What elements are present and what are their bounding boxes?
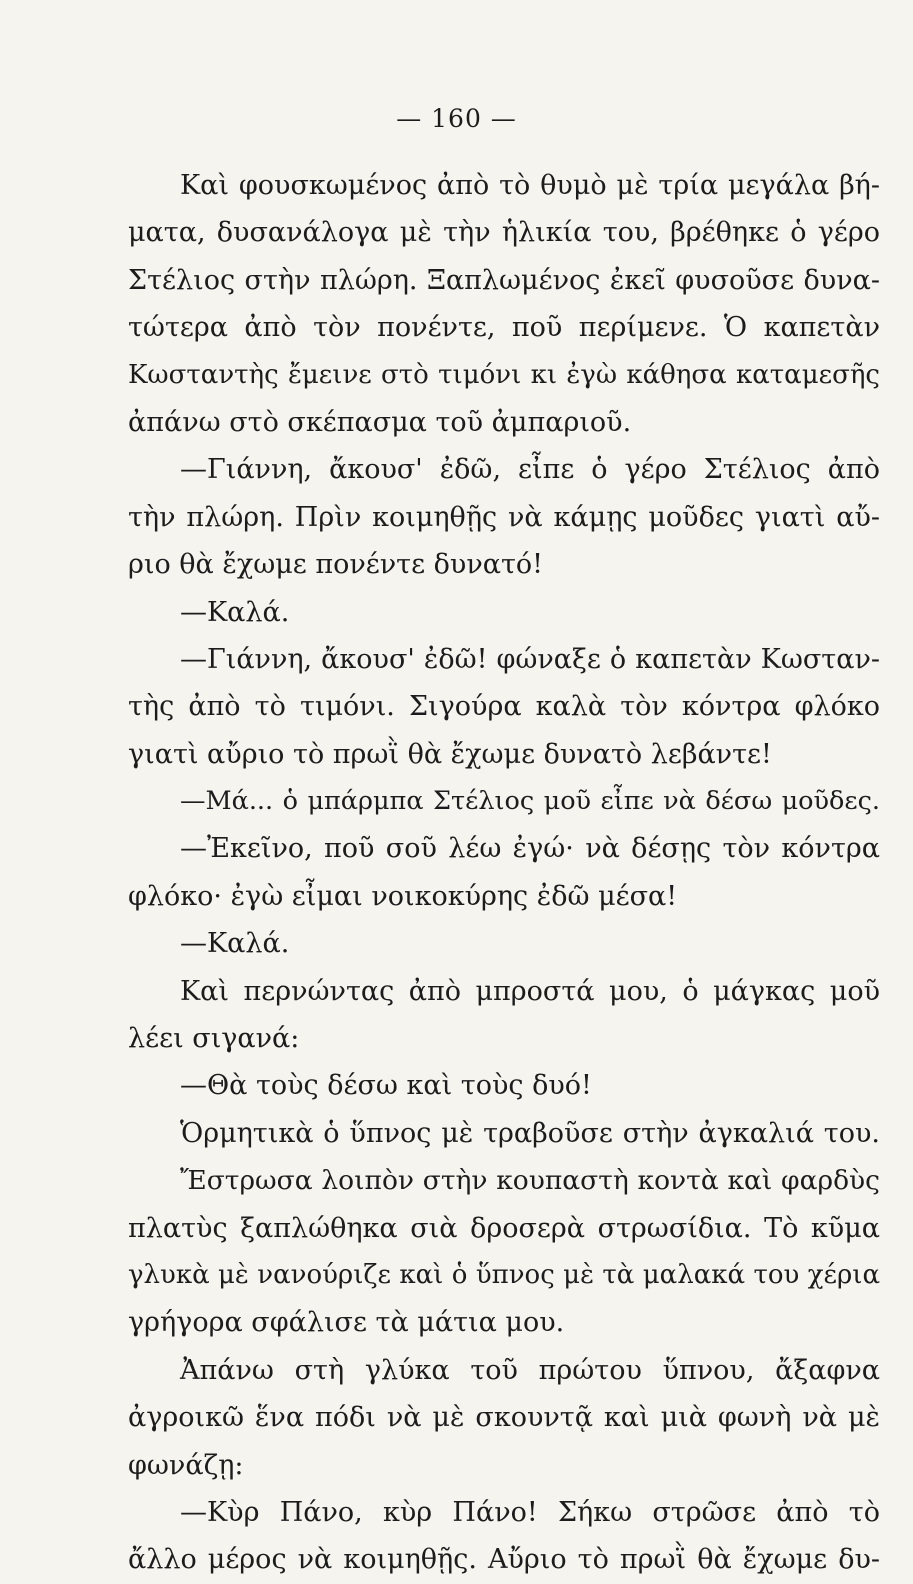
text-line: φλόκο· ἐγὼ εἶμαι νοικοκύρης ἐδῶ μέσα! xyxy=(128,880,678,912)
text-line: Ὁρμητικὰ ὁ ὕπνος μὲ τραβοῦσε στὴν ἀγκαλιά του. xyxy=(180,1117,880,1149)
text-line: Ἀπάνω στὴ γλύκα τοῦ πρώτου ὕπνου, ἄξαφνα xyxy=(180,1354,880,1386)
page-number: — 160 — xyxy=(396,104,517,133)
text-line: —Ἐκεῖνο, ποῦ σοῦ λέω ἐγώ· νὰ δέσῃς τὸν κόντρα xyxy=(180,833,880,865)
text-line: ματα, δυσανάλογα μὲ τὴν ἡλικία του, βρέθηκε ὁ γέρο xyxy=(128,217,880,249)
text-line: —Γιάννη, ἄκουσ' ἐδῶ! φώναξε ὁ καπετὰν Κωσταν- xyxy=(180,643,880,675)
text-line: —Κὺρ Πάνο, κὺρ Πάνο! Σήκω στρῶσε ἀπὸ τὸ xyxy=(180,1496,880,1528)
body-text xyxy=(128,162,880,1584)
text-line: λέει σιγανά: xyxy=(128,1023,300,1055)
text-line: πλατὺς ξαπλώθηκα σιὰ δροσερὰ στρωσίδια. Τὸ κῦμα xyxy=(128,1212,880,1244)
text-line: —Γιάννη, ἄκουσ' ἐδῶ, εἶπε ὁ γέρο Στέλιος ἀπὸ xyxy=(180,454,880,486)
text-line: γιατὶ αὔριο τὸ πρωῒ θὰ ἔχωμε δυνατὸ λεβάντε! xyxy=(128,738,772,770)
text-line: ριο θὰ ἔχωμε πονέντε δυνατό! xyxy=(128,549,544,581)
text-line: ἀγροικῶ ἕνα πόδι νὰ μὲ σκουντᾷ καὶ μιὰ φωνὴ νὰ μὲ xyxy=(128,1402,880,1434)
text-line: —Καλά. xyxy=(180,928,290,960)
text-line: Στέλιος στὴν πλώρη. Ξαπλωμένος ἐκεῖ φυσοῦσε δυνα- xyxy=(128,264,880,296)
text-line: φωνάζῃ: xyxy=(128,1449,244,1481)
text-line: —Μά... ὁ μπάρμπα Στέλιος μοῦ εἶπε νὰ δέσω μοῦδες. xyxy=(180,786,880,817)
text-line: ἀπάνω στὸ σκέπασμα τοῦ ἀμπαριοῦ. xyxy=(128,406,632,438)
text-line: —Θὰ τοὺς δέσω καὶ τοὺς δυό! xyxy=(180,1070,592,1102)
text-line: Καὶ φουσκωμένος ἀπὸ τὸ θυμὸ μὲ τρία μεγάλα βή- xyxy=(180,170,880,201)
text-line: —Καλά. xyxy=(180,596,290,628)
text-line: ἄλλο μέρος νὰ κοιμηθῇς. Αὔριο τὸ πρωῒ θὰ ἔχωμε δυ- xyxy=(128,1544,880,1576)
text-line: τὴς ἀπὸ τὸ τιμόνι. Σιγούρα καλὰ τὸν κόντρα φλόκο xyxy=(128,691,880,723)
text-line: Ἔστρωσα λοιπὸν στὴν κουπαστὴ κοντὰ καὶ φαρδὺς xyxy=(180,1165,880,1197)
text-line: Καὶ περνώντας ἀπὸ μπροστά μου, ὁ μάγκας μοῦ xyxy=(180,975,880,1007)
text-line: τὴν πλώρη. Πρὶν κοιμηθῇς νὰ κάμῃς μοῦδες γιατὶ αὔ- xyxy=(128,501,880,533)
text-line: γλυκὰ μὲ νανούριζε καὶ ὁ ὕπνος μὲ τὰ μαλακά του χέρια xyxy=(128,1259,880,1290)
text-line: γρήγορα σφάλισε τὰ μάτια μου. xyxy=(128,1307,565,1339)
text-line: τώτερα ἀπὸ τὸν πονέντε, ποῦ περίμενε. Ὁ καπετὰν xyxy=(128,312,880,344)
text-line: Κωσταντὴς ἔμεινε στὸ τιμόνι κι ἐγὼ κάθησα καταμεσῆς xyxy=(128,359,880,390)
